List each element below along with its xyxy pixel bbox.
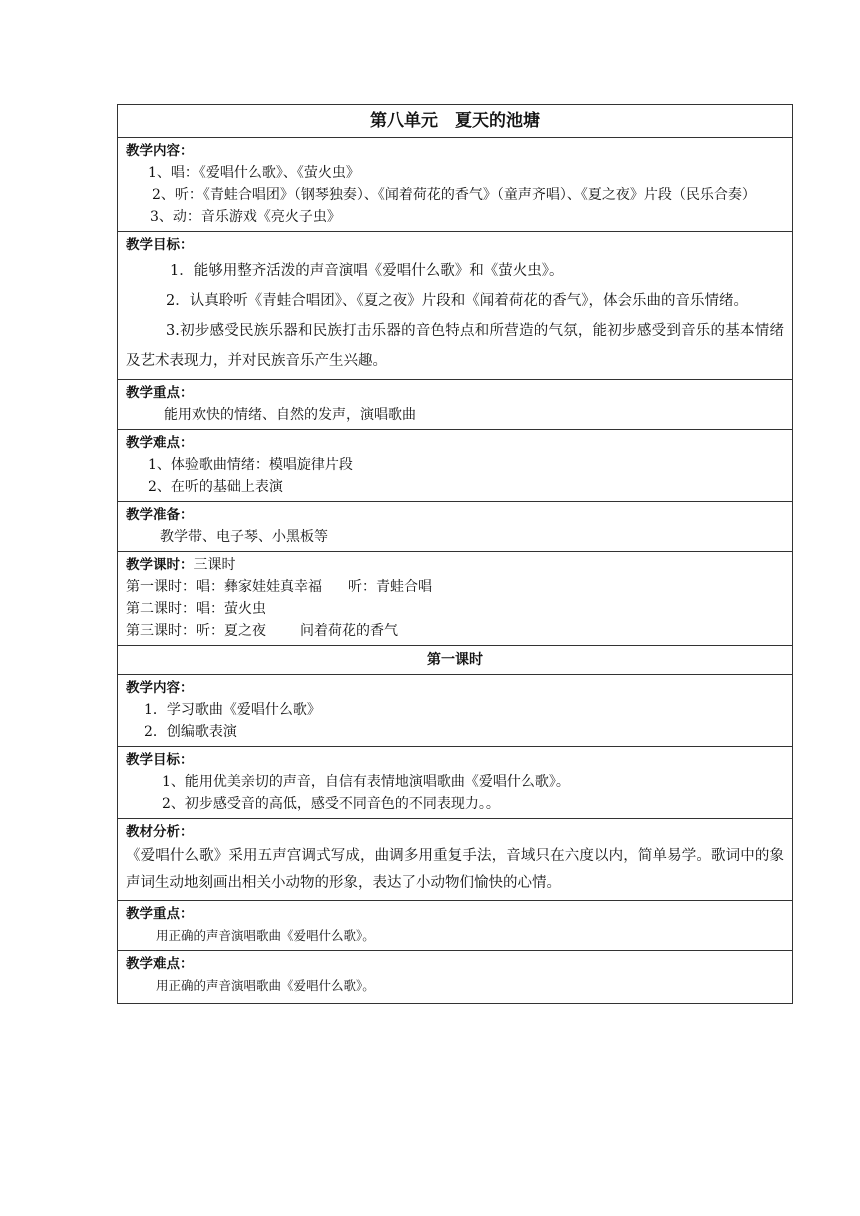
lesson-schedule-item: [126, 576, 784, 598]
lesson1-difficulties-heading: 教学难点：: [126, 956, 194, 972]
goal-item: 3.初步感受民族乐器和民族打击乐器的音色特点和所营造的气氛，能初步感受到音乐的基本情绪及艺术表现力，并对民族音乐产生兴趣。: [126, 323, 784, 369]
goal-item: 2．认真聆听《青蛙合唱团》、《夏之夜》片段和《闻着荷花的香气》，体会乐曲的音乐情绪。: [166, 293, 748, 309]
hours-heading: 教学课时：: [126, 557, 194, 573]
content-item: 2、听：《青蛙合唱团》（钢琴独奏）、《闻着荷花的香气》（童声齐唱）、《夏之夜》片段（民乐合奏）: [152, 187, 756, 203]
lesson1-difficulties-text: 用正确的声音演唱歌曲《爱唱什么歌》。: [156, 978, 375, 993]
section-content: [118, 137, 792, 231]
lesson-schedule-item: [126, 620, 784, 642]
lesson1-analysis-heading: 教材分析：: [126, 824, 194, 840]
content-item: 1、唱：《爱唱什么歌》、《萤火虫》: [148, 165, 360, 181]
difficulty-item: 1、体验歌曲情绪：模唱旋律片段: [148, 457, 353, 473]
key-points-text: 能用欢快的情绪、自然的发声，演唱歌曲: [164, 407, 416, 423]
section-preparation: [118, 501, 792, 551]
lesson-plan-table: [117, 104, 793, 1004]
lesson-title: 第一课时: [118, 645, 792, 674]
lesson1-goal-item: 1、能用优美亲切的声音，自信有表情地演唱歌曲《爱唱什么歌》。: [162, 774, 570, 790]
lesson1-goals-heading: 教学目标：: [126, 752, 194, 768]
content-heading: 教学内容：: [126, 143, 194, 159]
lesson1-section-analysis: [118, 818, 792, 900]
lesson1-content-item: 2．创编歌表演: [144, 724, 237, 740]
lesson-schedule-item: [126, 598, 784, 620]
lesson1-section-difficulties: [118, 950, 792, 1003]
section-difficulties: [118, 429, 792, 501]
difficulty-item: 2、在听的基础上表演: [148, 479, 283, 495]
lesson1-goal-item: 2、初步感受音的高低，感受不同音色的不同表现力。。: [162, 796, 500, 812]
lesson1-key-points-heading: 教学重点：: [126, 906, 194, 922]
section-hours: [118, 551, 792, 645]
lesson-label: 第二课时：唱：萤火虫: [126, 601, 266, 617]
lesson1-section-goals: [118, 746, 792, 818]
section-key-points: [118, 379, 792, 429]
hours-value: 三课时: [193, 557, 236, 573]
lesson1-content-item: 1．学习歌曲《爱唱什么歌》: [144, 702, 321, 718]
difficulties-heading: 教学难点：: [126, 435, 194, 451]
unit-title: 第八单元 夏天的池塘: [370, 111, 540, 131]
preparation-heading: 教学准备：: [126, 507, 194, 523]
goals-heading: 教学目标：: [126, 237, 194, 253]
lesson-extra: 问着荷花的香气: [300, 623, 398, 639]
hours-row: [126, 554, 784, 576]
lesson1-content-heading: 教学内容：: [126, 680, 194, 696]
lesson-extra: 听：青蛙合唱: [348, 579, 432, 595]
lesson1-key-points-text: 用正确的声音演唱歌曲《爱唱什么歌》。: [156, 928, 375, 943]
lesson1-section-content: [118, 674, 792, 746]
goal-item: 1．能够用整齐活泼的声音演唱《爱唱什么歌》和《萤火虫》。: [170, 263, 564, 279]
lesson1-analysis-text: 《爱唱什么歌》采用五声宫调式写成，曲调多用重复手法，音域只在六度以内，简单易学。歌词中的象声词生动地刻画出相关小动物的形象，表达了小动物们愉快的心情。: [126, 848, 784, 891]
lesson-label: 第一课时：唱：彝家娃娃真幸福: [126, 579, 322, 595]
key-points-heading: 教学重点：: [126, 385, 194, 401]
content-item: 3、动：音乐游戏《亮火子虫》: [150, 209, 341, 225]
section-goals: [118, 231, 792, 379]
lesson1-section-key-points: [118, 900, 792, 950]
lesson-label: 第三课时：听：夏之夜: [126, 623, 266, 639]
preparation-text: 教学带、电子琴、小黑板等: [160, 529, 328, 545]
